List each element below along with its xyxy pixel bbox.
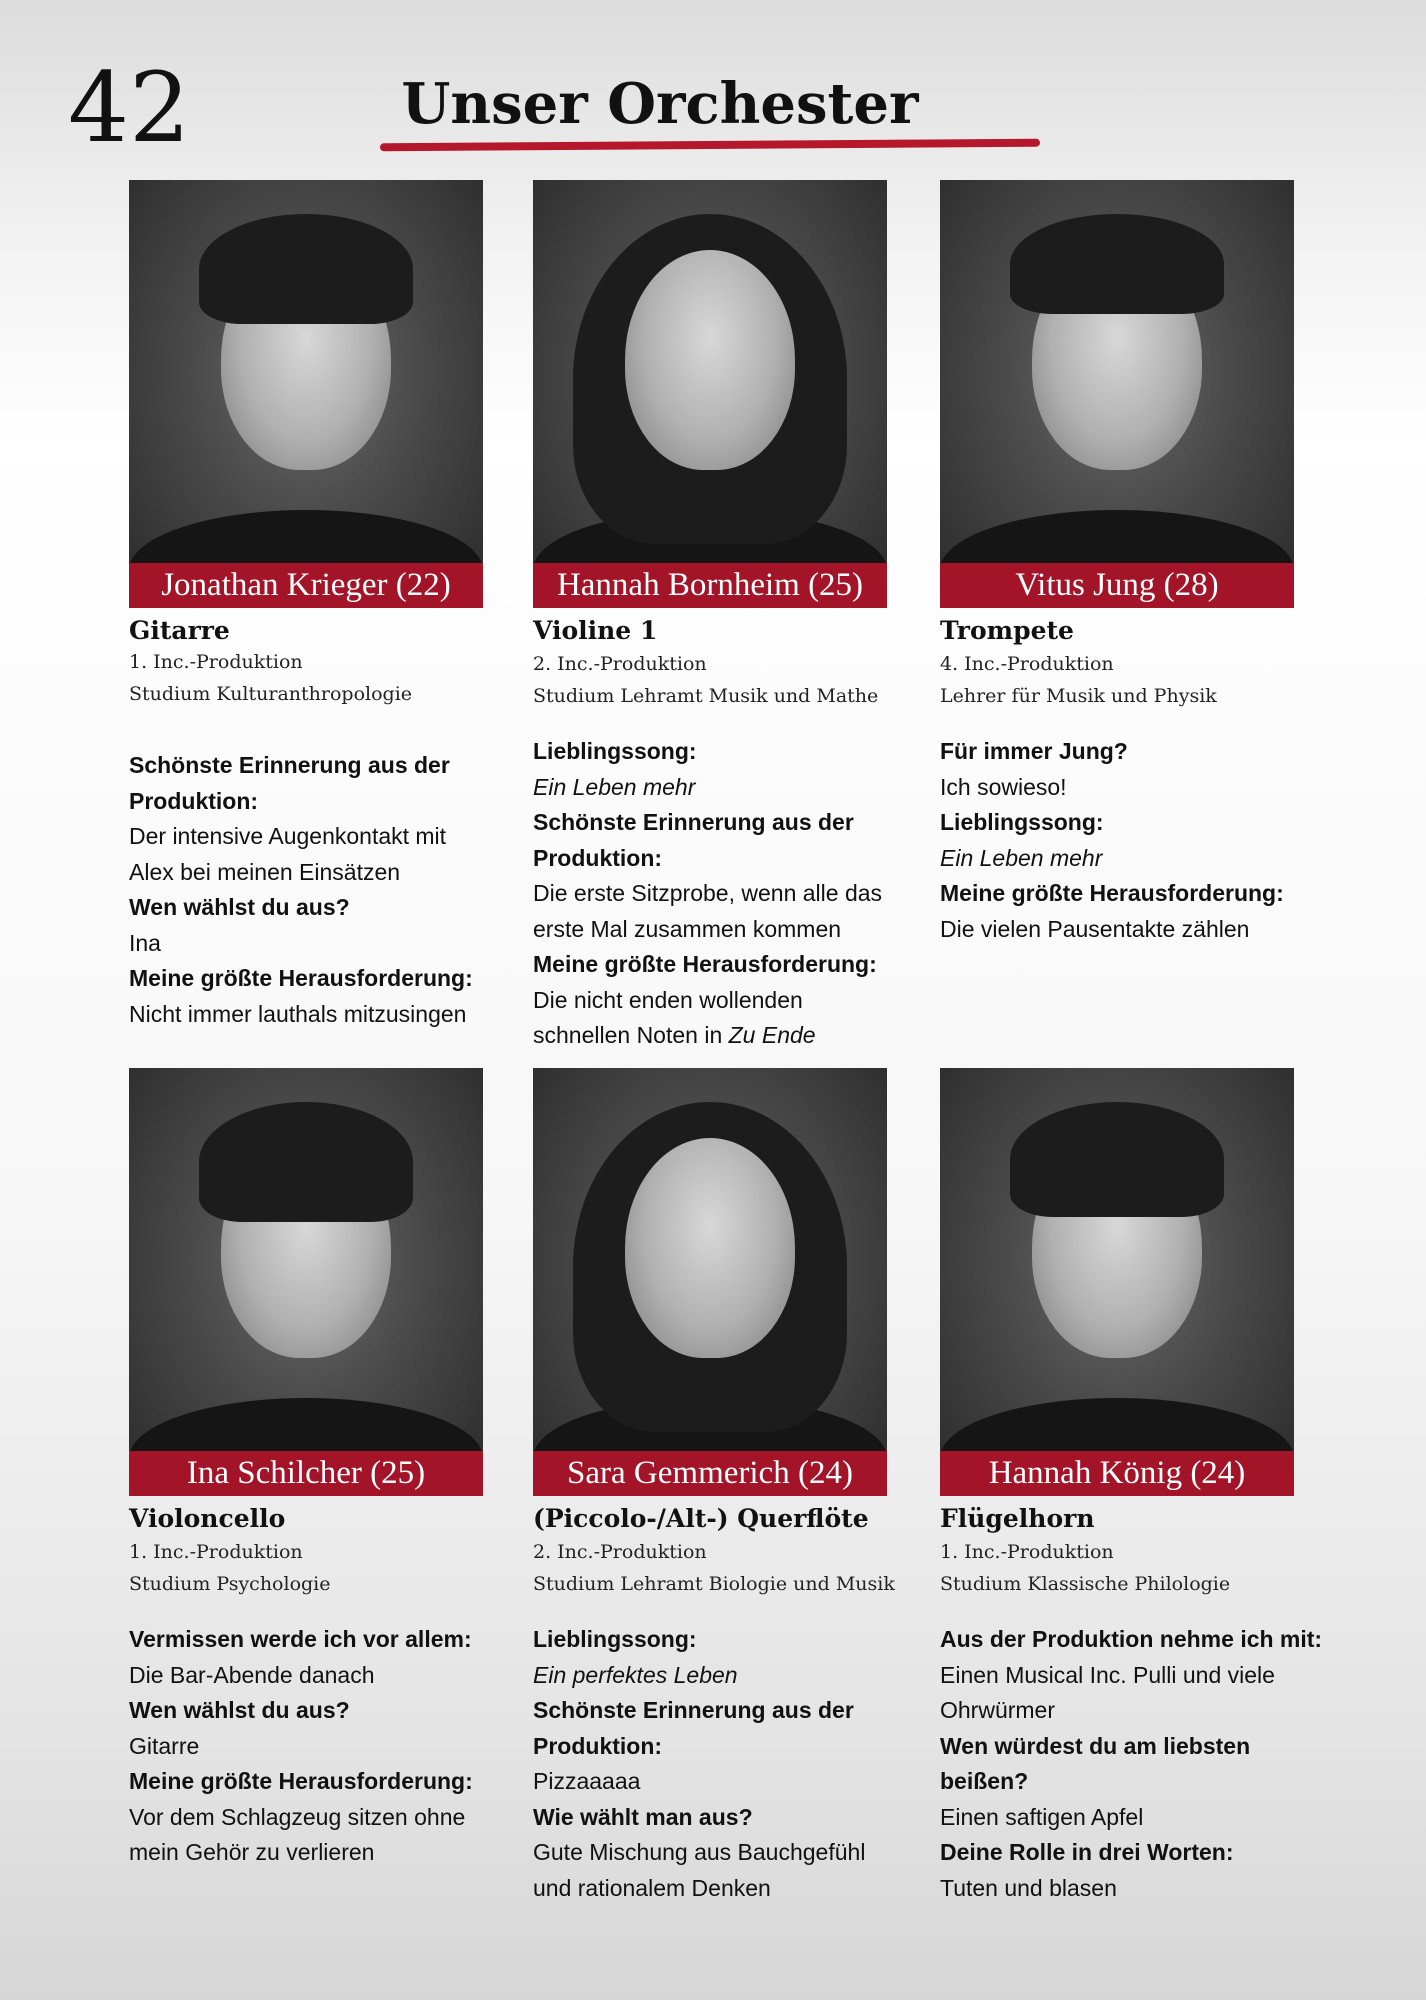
member-instrument: Violoncello [129, 1504, 286, 1533]
member-occupation: Studium Psychologie [129, 1573, 331, 1595]
member-qa [533, 1622, 933, 1906]
member-instrument: Flügelhorn [940, 1504, 1095, 1533]
question: Für immer Jung? [940, 738, 1128, 764]
answer: Ein Leben mehr [940, 844, 1103, 871]
question: Produktion: [533, 1732, 663, 1759]
portrait-photo [940, 180, 1294, 608]
question: Schönste Erinnerung aus der [533, 1697, 854, 1723]
answer: Ein perfektes Leben [533, 1661, 738, 1688]
portrait-photo [129, 180, 483, 608]
member-qa [129, 1622, 529, 1871]
answer: Einen Musical Inc. Pulli und viele [940, 1661, 1275, 1688]
question: Meine größte Herausforderung: [940, 880, 1284, 906]
question: Aus der Produktion nehme ich mit: [940, 1626, 1323, 1652]
title-underline [380, 139, 1040, 152]
answer: Ein Leben mehr [533, 773, 696, 800]
question: Schönste Erinnerung aus der [129, 752, 450, 778]
page-title: Unser Orchester [401, 71, 919, 137]
portrait-photo [940, 1068, 1294, 1496]
question: beißen? [940, 1768, 1029, 1794]
member-occupation: Studium Klassische Philologie [940, 1573, 1231, 1595]
answer: schnellen Noten in Zu Ende [533, 1022, 816, 1048]
question: Schönste Erinnerung aus der [533, 809, 854, 835]
question: Wie wählt man aus? [533, 1803, 753, 1830]
answer: erste Mal zusammen kommen [533, 915, 842, 942]
question: Lieblingssong: [940, 809, 1104, 835]
member-name: Jonathan Krieger (22) [129, 563, 483, 608]
answer: Vor dem Schlagzeug sitzen ohne [129, 1803, 466, 1830]
member-production: 1. Inc.-Produktion [129, 651, 303, 673]
question: Wen wählst du aus? [129, 894, 350, 920]
member-occupation: Studium Lehramt Biologie und Musik [533, 1573, 895, 1595]
member-qa [940, 734, 1340, 947]
portrait-photo [533, 180, 887, 608]
member-name: Hannah Bornheim (25) [533, 563, 887, 608]
question: Wen wählst du aus? [129, 1697, 350, 1723]
answer: Alex bei meinen Einsätzen [129, 858, 401, 885]
answer: mein Gehör zu verlieren [129, 1839, 375, 1865]
answer: und rationalem Denken [533, 1874, 771, 1901]
question: Produktion: [129, 787, 259, 814]
member-occupation: Studium Kulturanthropologie [129, 683, 413, 705]
question: Lieblingssong: [533, 1626, 697, 1652]
member-instrument: Gitarre [129, 616, 230, 645]
member-instrument: Violine 1 [533, 616, 658, 645]
question: Lieblingssong: [533, 738, 697, 764]
member-name: Vitus Jung (28) [940, 563, 1294, 608]
answer: Pizzaaaaa [533, 1768, 641, 1794]
answer: Die erste Sitzprobe, wenn alle das [533, 880, 883, 906]
question: Deine Rolle in drei Worten: [940, 1839, 1234, 1865]
answer: Einen saftigen Apfel [940, 1803, 1144, 1830]
answer: Die Bar-Abende danach [129, 1661, 375, 1688]
member-name: Ina Schilcher (25) [129, 1451, 483, 1496]
answer: Gute Mischung aus Bauchgefühl [533, 1839, 866, 1865]
question: Meine größte Herausforderung: [129, 1768, 473, 1794]
member-production: 1. Inc.-Produktion [129, 1541, 303, 1563]
member-occupation: Lehrer für Musik und Physik [940, 685, 1217, 707]
question: Meine größte Herausforderung: [533, 951, 877, 977]
question: Wen würdest du am liebsten [940, 1732, 1251, 1759]
answer: Die nicht enden wollenden [533, 986, 803, 1013]
question: Produktion: [533, 844, 663, 871]
member-qa [129, 748, 529, 1032]
portrait-photo [129, 1068, 483, 1496]
member-production: 4. Inc.-Produktion [940, 653, 1114, 675]
member-production: 2. Inc.-Produktion [533, 653, 707, 675]
answer: Die vielen Pausentakte zählen [940, 915, 1250, 942]
member-name: Hannah König (24) [940, 1451, 1294, 1496]
member-production: 1. Inc.-Produktion [940, 1541, 1114, 1563]
answer: Ich sowieso! [940, 773, 1067, 800]
answer: Ina [129, 929, 161, 956]
member-production: 2. Inc.-Produktion [533, 1541, 707, 1563]
answer: Gitarre [129, 1732, 200, 1759]
member-qa [940, 1622, 1340, 1906]
answer: Tuten und blasen [940, 1874, 1117, 1901]
question: Meine größte Herausforderung: [129, 965, 473, 991]
answer: Der intensive Augenkontakt mit [129, 823, 447, 849]
member-occupation: Studium Lehramt Musik und Mathe [533, 685, 879, 707]
answer: Nicht immer lauthals mitzusingen [129, 1000, 467, 1027]
question: Vermissen werde ich vor allem: [129, 1626, 472, 1652]
portrait-photo [533, 1068, 887, 1496]
member-instrument: Trompete [940, 616, 1074, 645]
member-instrument: (Piccolo-/Alt-) Querflöte [533, 1504, 869, 1533]
member-qa [533, 734, 933, 1054]
page-number: 42 [68, 52, 191, 164]
answer: Ohrwürmer [940, 1697, 1056, 1723]
member-name: Sara Gemmerich (24) [533, 1451, 887, 1496]
